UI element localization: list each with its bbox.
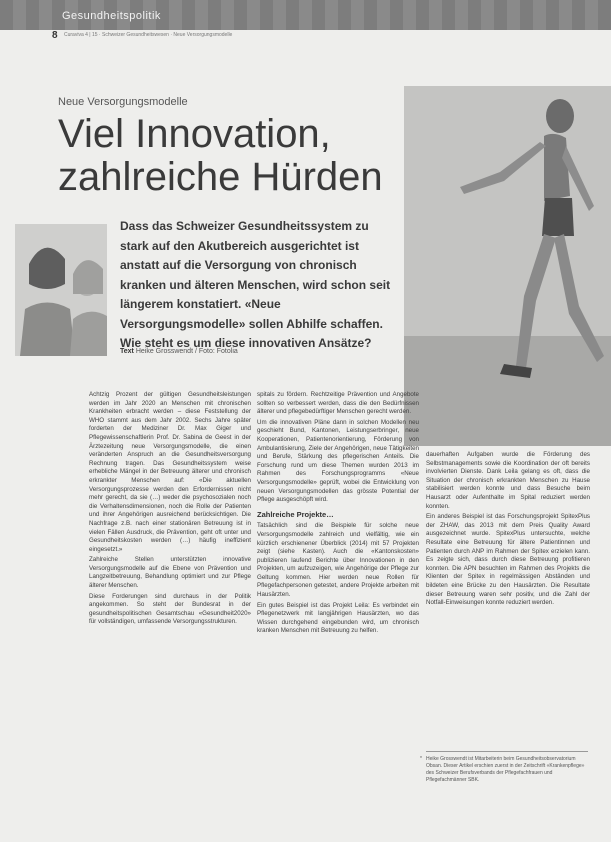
credit-author: Heike Grosswendt [135,348,194,355]
paragraph: Ein gutes Beispiel ist das Projekt Leila: Es verbindet ein Pflegenetzwerk mit langjährigen Hausärzten, wo das Wissen durchgehend eingebunden wird, um chronisch kranken Menschen mit Betreuung zu helfen. [257,601,419,635]
author-footnote [420,751,588,784]
portrait-photo [15,224,107,356]
section-title: Gesundheitspolitik [62,10,161,22]
paragraph: Zahlreiche Stellen unterstützten innovative Versorgungsmodelle auf die Ebene von Prävention und Langzeitbetreuung, Behandlung optimiert und zur Pflege älterer Menschen. [89,556,251,590]
credit-photo: Fotolia [216,348,238,355]
two-women-figure [15,224,107,356]
paragraph: Um die innovativen Pläne dann in solchen Modellen neu geschieht Bund, Kantonen, Leistungserbringer, neue Kooperationen, Patientenorientierung, Förderung von Ambulantisierung, Ziele der Angehörigen, neue Tätigkeiten und Berufe, Stärkung des pflegerischen Anteils. Die Forschung rund um diese Themen wurden 2013 im Rahmen des Forschungsprogramms «Neue Versorgungsmodelle» geprüft, wobei die Entwicklung von neuen Versorgungsmodellen das grösste Potential der Pflege ausgeschöpft wird. [257,418,419,504]
footnote-mark: * [420,756,422,762]
runner-photo [404,86,611,446]
page-number: 8 [52,30,58,41]
body-column-2 [257,391,419,638]
running-woman-figure [404,86,611,446]
credit-label: Text [120,348,134,355]
paragraph: dauerhaften Aufgaben wurde die Förderung des Selbstmanagements sowie die Koordination der oft bereits involvierten Dienste. Dank Leila gelang es oft, dass die Situation der chronisch erkrankten Menschen zu Hause stabilisiert werden konnte und dass Besuche beim Hausarzt oder Aufenthalte im Spital reduziert werden konnten. [426,451,590,510]
body-column-3 [426,451,590,610]
credit-separator: / Foto: [193,348,217,355]
paragraph: Ein anderes Beispiel ist das Forschungsprojekt SpitexPlus der ZHAW, das 2013 mit dem Preis Quality Award ausgezeichnet wurde. SpitexPlus untersuchte, welche Resultate eine Betreuung für ältere Patientinnen und Patienten durch ANP im Rahmen der Spitex erzielen kann. Es zeigte sich, dass durch diese Betreuung profitieren konnten. Die APN besuchten im Rahmen des Projekts die Klienten der Spitex in regelmässigen Abständen und bildeten eine Brücke zu den Hausärzten. Die Resultate dieser Betreuung waren sehr positiv, und die Zahl der Notfall-Einweisungen konnte reduziert werden. [426,513,590,607]
footnote-text: Heike Grosswendt ist Mitarbeiterin beim Gesundheitsobservatorium Obsan. Dieser Artikel erschien zuerst in der Zeitschrift «Krankenpflege» des Schweizer Berufsverbands der Pflegefachfrauen und Pflegefachmänner SBK. [426,756,585,783]
article-lead: Dass das Schweizer Gesundheitssystem zu stark auf den Akutbereich ausgerichtet ist anstatt auf die Versorgung von chronisch kranken und älteren Menschen, wird schon seit längerem konstatiert. «Neue Versorgungsmodelle» sollen Abhilfe schaffen. Wie steht es um diese innovativen Ansätze? [120,219,391,350]
article-credit [120,348,238,355]
paragraph: Achtzig Prozent der gültigen Gesundheitsleistungen werden im Jahr 2020 an Menschen mit chronischen Krankheiten erbracht werden – diese Feststellung der WHO stammt aus dem Jahr 2002. Sechs Jahre später forderten der Mediziner Dr. Max Giger und Pflegewissenschaftlerin Prof. Dr. Sabina de Geest in der Ärztezeitung neue Versorgungsmodelle, die einen veränderten Anspruch an die Gesundheitsversorgung Rechnung tragen. Das Gesundheitssystem weise erhebliche Mängel in der Betreuung älterer und chronisch erkrankter Menschen auf: «Die aktuellen Versorgungsprozesse werden den Erfordernissen nicht mehr gerecht, da sie (…) weder die psychosozialen noch die Verhaltensdimensionen, noch die Rolle der Patienten und ihrer Angehörigen ausreichend berücksichtigen. Die Nachfrage z.B. nach einer stationären Betreuung ist in vielen Fällen Ausdruck, die Prävention, geht oft unter und Gesundheitskosten werden (…) häufig ineffizient eingesetzt.» [89,391,251,553]
article-title: Viel Innovation, zahlreiche Hürden [58,112,383,199]
subheading: Zahlreiche Projekte… [257,509,334,519]
paragraph: Tatsächlich sind die Beispiele für solche neue Versorgungsmodelle zahlreich und vielfältig, wie ein kürzlich erschienener Überblick (2014) mit 57 Projekten zeigt (siehe Kasten). Auch die «Kantonskosten» publizieren laufend Berichte über Innovationen in den Projekten, um aufzuzeigen, wie Angehörige der Pflege zur Geltung kommen. Hier werden neue Rollen für Pflegefachpersonen getestet, andere Projekte arbeiten mit Hausärzten. [257,522,419,599]
paragraph: spitals zu fördern. Rechtzeitige Prävention und Angebote sollten so verbessert werden, dass die den Bedürfnissen älterer und pflegebedürftiger Menschen gerecht werden. [257,391,419,416]
section-header-bar [0,0,611,30]
article-kicker: Neue Versorgungsmodelle [58,96,188,108]
body-column-1 [89,391,251,629]
paragraph: Diese Forderungen sind durchaus in der Politik angekommen. So steht der Bundesrat in der gesundheitspolitischen Gesamtschau «Gesundheit2020» für vollständigen, umfassende Versorgungsstrukturen. [89,592,251,626]
header-meta: Curaviva 4 | 15 · Schweizer Gesundheitswesen · Neue Versorgungsmodelle [64,32,233,38]
